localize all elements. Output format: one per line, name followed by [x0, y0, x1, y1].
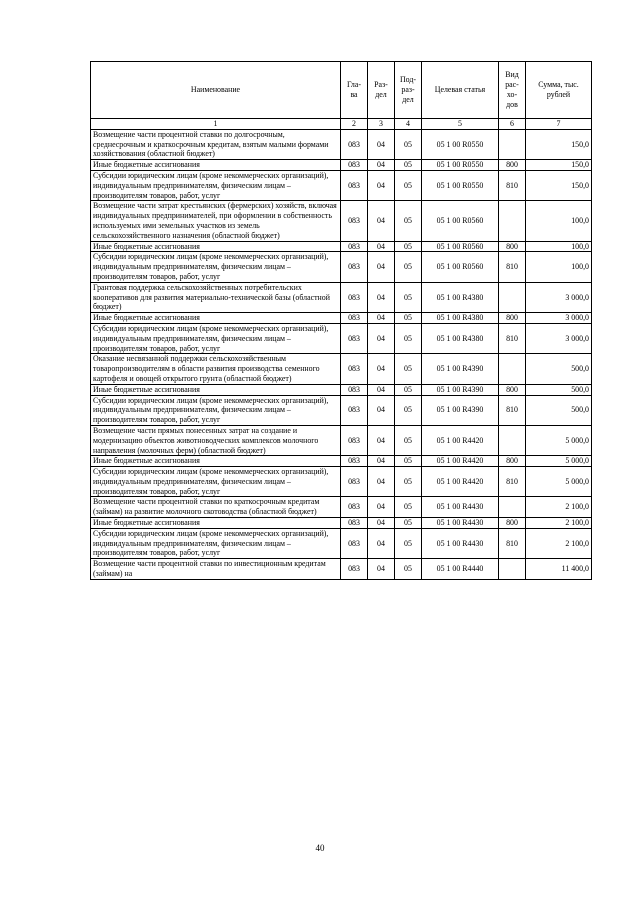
section-cell: 04 — [368, 425, 395, 455]
column-number: 6 — [499, 119, 526, 130]
subsection-cell: 05 — [395, 170, 422, 200]
chapter-cell: 083 — [341, 518, 368, 529]
subsection-cell: 05 — [395, 160, 422, 171]
table-row — [91, 354, 592, 384]
table-row — [91, 528, 592, 558]
sum-cell: 11 400,0 — [526, 559, 592, 580]
chapter-cell: 083 — [341, 497, 368, 518]
chapter-cell: 083 — [341, 160, 368, 171]
chapter-cell: 083 — [341, 252, 368, 282]
sum-cell: 5 000,0 — [526, 425, 592, 455]
table-body — [91, 129, 592, 579]
section-cell: 04 — [368, 384, 395, 395]
subsection-cell: 05 — [395, 425, 422, 455]
target-article-cell: 05 1 00 R4430 — [422, 528, 499, 558]
section-cell: 04 — [368, 313, 395, 324]
subsection-cell: 05 — [395, 518, 422, 529]
chapter-cell: 083 — [341, 354, 368, 384]
target-article-cell: 05 1 00 R4390 — [422, 354, 499, 384]
expense-type-cell — [499, 425, 526, 455]
expense-type-cell: 810 — [499, 395, 526, 425]
table-row — [91, 456, 592, 467]
table-row — [91, 518, 592, 529]
expense-type-cell — [499, 201, 526, 241]
expense-type-cell: 810 — [499, 323, 526, 353]
sum-cell: 100,0 — [526, 201, 592, 241]
row-name-cell: Возмещение части затрат крестьянских (фермерских) хозяйств, включая индивидуальных предпринимателей, при оформлении в собственность используемых ими земельных участков из земель сельскохозяйственного назначения (областной бюджет) — [91, 201, 341, 241]
subsection-cell: 05 — [395, 528, 422, 558]
row-name-cell: Субсидии юридическим лицам (кроме некоммерческих организаций), индивидуальным предпринимателям, физическим лицам – производителям товаров, работ, услуг — [91, 467, 341, 497]
chapter-cell: 083 — [341, 129, 368, 159]
section-cell: 04 — [368, 129, 395, 159]
expense-type-cell: 800 — [499, 518, 526, 529]
chapter-cell: 083 — [341, 170, 368, 200]
table-row — [91, 129, 592, 159]
section-cell: 04 — [368, 456, 395, 467]
header-sum: Сумма, тыс. рублей — [526, 62, 592, 119]
column-number: 4 — [395, 119, 422, 130]
target-article-cell: 05 1 00 R4390 — [422, 384, 499, 395]
header-name: Наименование — [91, 62, 341, 119]
table-row — [91, 559, 592, 580]
row-name-cell: Возмещение части прямых понесенных затрат на создание и модернизацию объектов животноводческих комплексов молочного направления (молочных ферм) (областной бюджет) — [91, 425, 341, 455]
chapter-cell: 083 — [341, 395, 368, 425]
section-cell: 04 — [368, 241, 395, 252]
section-cell: 04 — [368, 559, 395, 580]
sum-cell: 2 100,0 — [526, 518, 592, 529]
row-name-cell: Субсидии юридическим лицам (кроме некоммерческих организаций), индивидуальным предпринимателям, физическим лицам – производителям товаров, работ, услуг — [91, 395, 341, 425]
table-row — [91, 467, 592, 497]
subsection-cell: 05 — [395, 129, 422, 159]
table-row — [91, 425, 592, 455]
column-number: 3 — [368, 119, 395, 130]
sum-cell: 2 100,0 — [526, 528, 592, 558]
column-number-row — [91, 119, 592, 130]
target-article-cell: 05 1 00 R0560 — [422, 252, 499, 282]
row-name-cell: Возмещение части процентной ставки по долгосрочным, среднесрочным и краткосрочным кредитам, взятым малыми формами хозяйствования (областной бюджет) — [91, 129, 341, 159]
column-number: 1 — [91, 119, 341, 130]
subsection-cell: 05 — [395, 252, 422, 282]
page-number: 40 — [315, 843, 325, 853]
table-row — [91, 395, 592, 425]
target-article-cell: 05 1 00 R4380 — [422, 282, 499, 312]
table-row — [91, 497, 592, 518]
sum-cell: 3 000,0 — [526, 282, 592, 312]
row-name-cell: Иные бюджетные ассигнования — [91, 384, 341, 395]
expense-type-cell: 800 — [499, 313, 526, 324]
sum-cell: 500,0 — [526, 395, 592, 425]
expense-type-cell: 810 — [499, 252, 526, 282]
chapter-cell: 083 — [341, 384, 368, 395]
section-cell: 04 — [368, 497, 395, 518]
section-cell: 04 — [368, 252, 395, 282]
subsection-cell: 05 — [395, 559, 422, 580]
sum-cell: 500,0 — [526, 384, 592, 395]
target-article-cell: 05 1 00 R4430 — [422, 497, 499, 518]
section-cell: 04 — [368, 323, 395, 353]
target-article-cell: 05 1 00 R4380 — [422, 313, 499, 324]
target-article-cell: 05 1 00 R4430 — [422, 518, 499, 529]
subsection-cell: 05 — [395, 323, 422, 353]
section-cell: 04 — [368, 354, 395, 384]
row-name-cell: Субсидии юридическим лицам (кроме некоммерческих организаций), индивидуальным предпринимателям, физическим лицам – производителям товаров, работ, услуг — [91, 323, 341, 353]
expense-type-cell — [499, 559, 526, 580]
chapter-cell: 083 — [341, 323, 368, 353]
column-number: 7 — [526, 119, 592, 130]
expense-type-cell — [499, 129, 526, 159]
sum-cell: 3 000,0 — [526, 313, 592, 324]
row-name-cell: Оказание несвязанной поддержки сельскохозяйственным товаропроизводителям в области развития производства семенного картофеля и овощей открытого грунта (областной бюджет) — [91, 354, 341, 384]
chapter-cell: 083 — [341, 467, 368, 497]
table-row — [91, 252, 592, 282]
chapter-cell: 083 — [341, 241, 368, 252]
subsection-cell: 05 — [395, 201, 422, 241]
target-article-cell: 05 1 00 R0550 — [422, 170, 499, 200]
sum-cell: 150,0 — [526, 170, 592, 200]
subsection-cell: 05 — [395, 354, 422, 384]
section-cell: 04 — [368, 528, 395, 558]
target-article-cell: 05 1 00 R4420 — [422, 467, 499, 497]
header-target-article: Целевая статья — [422, 62, 499, 119]
sum-cell: 3 000,0 — [526, 323, 592, 353]
row-name-cell: Иные бюджетные ассигнования — [91, 456, 341, 467]
sum-cell: 150,0 — [526, 160, 592, 171]
expense-type-cell: 800 — [499, 384, 526, 395]
subsection-cell: 05 — [395, 395, 422, 425]
column-number: 2 — [341, 119, 368, 130]
target-article-cell: 05 1 00 R0550 — [422, 160, 499, 171]
table-row — [91, 313, 592, 324]
target-article-cell: 05 1 00 R0560 — [422, 201, 499, 241]
row-name-cell: Иные бюджетные ассигнования — [91, 241, 341, 252]
target-article-cell: 05 1 00 R0560 — [422, 241, 499, 252]
subsection-cell: 05 — [395, 313, 422, 324]
section-cell: 04 — [368, 201, 395, 241]
section-cell: 04 — [368, 282, 395, 312]
expense-type-cell: 800 — [499, 456, 526, 467]
row-name-cell: Грантовая поддержка сельскохозяйственных потребительских кооперативов для развития материально-технической базы (областной бюджет) — [91, 282, 341, 312]
chapter-cell: 083 — [341, 528, 368, 558]
row-name-cell: Иные бюджетные ассигнования — [91, 313, 341, 324]
subsection-cell: 05 — [395, 467, 422, 497]
table-row — [91, 384, 592, 395]
subsection-cell: 05 — [395, 241, 422, 252]
sum-cell: 500,0 — [526, 354, 592, 384]
target-article-cell: 05 1 00 R4420 — [422, 425, 499, 455]
target-article-cell: 05 1 00 R4440 — [422, 559, 499, 580]
sum-cell: 5 000,0 — [526, 456, 592, 467]
table-row — [91, 282, 592, 312]
subsection-cell: 05 — [395, 282, 422, 312]
sum-cell: 100,0 — [526, 252, 592, 282]
section-cell: 04 — [368, 518, 395, 529]
section-cell: 04 — [368, 395, 395, 425]
row-name-cell: Возмещение части процентной ставки по инвестиционным кредитам (займам) на — [91, 559, 341, 580]
chapter-cell: 083 — [341, 425, 368, 455]
row-name-cell: Иные бюджетные ассигнования — [91, 160, 341, 171]
sum-cell: 2 100,0 — [526, 497, 592, 518]
subsection-cell: 05 — [395, 456, 422, 467]
expense-type-cell: 810 — [499, 467, 526, 497]
section-cell: 04 — [368, 170, 395, 200]
table-row — [91, 170, 592, 200]
table-row — [91, 160, 592, 171]
row-name-cell: Субсидии юридическим лицам (кроме некоммерческих организаций), индивидуальным предпринимателям, физическим лицам – производителям товаров, работ, услуг — [91, 528, 341, 558]
sum-cell: 5 000,0 — [526, 467, 592, 497]
header-expense-type: Вид рас- хо- дов — [499, 62, 526, 119]
sum-cell: 150,0 — [526, 129, 592, 159]
chapter-cell: 083 — [341, 201, 368, 241]
expense-type-cell — [499, 497, 526, 518]
row-name-cell: Субсидии юридическим лицам (кроме некоммерческих организаций), индивидуальным предпринимателям, физическим лицам – производителям товаров, работ, услуг — [91, 170, 341, 200]
target-article-cell: 05 1 00 R0550 — [422, 129, 499, 159]
table-row — [91, 201, 592, 241]
expense-type-cell — [499, 282, 526, 312]
chapter-cell: 083 — [341, 282, 368, 312]
section-cell: 04 — [368, 467, 395, 497]
row-name-cell: Возмещение части процентной ставки по краткосрочным кредитам (займам) на развитие молочного скотоводства (областной бюджет) — [91, 497, 341, 518]
row-name-cell: Иные бюджетные ассигнования — [91, 518, 341, 529]
expense-type-cell — [499, 354, 526, 384]
expense-type-cell: 800 — [499, 160, 526, 171]
section-cell: 04 — [368, 160, 395, 171]
expense-type-cell: 800 — [499, 241, 526, 252]
budget-table — [90, 61, 592, 580]
subsection-cell: 05 — [395, 384, 422, 395]
chapter-cell: 083 — [341, 456, 368, 467]
subsection-cell: 05 — [395, 497, 422, 518]
header-glava: Гла- ва — [341, 62, 368, 119]
expense-type-cell: 810 — [499, 170, 526, 200]
table-row — [91, 323, 592, 353]
column-number: 5 — [422, 119, 499, 130]
row-name-cell: Субсидии юридическим лицам (кроме некоммерческих организаций), индивидуальным предпринимателям, физическим лицам – производителям товаров, работ, услуг — [91, 252, 341, 282]
target-article-cell: 05 1 00 R4420 — [422, 456, 499, 467]
expense-type-cell: 810 — [499, 528, 526, 558]
table-row — [91, 241, 592, 252]
chapter-cell: 083 — [341, 313, 368, 324]
header-row — [91, 62, 592, 119]
header-podrazdel: Под- раз- дел — [395, 62, 422, 119]
sum-cell: 100,0 — [526, 241, 592, 252]
chapter-cell: 083 — [341, 559, 368, 580]
target-article-cell: 05 1 00 R4390 — [422, 395, 499, 425]
header-razdel: Раз- дел — [368, 62, 395, 119]
target-article-cell: 05 1 00 R4380 — [422, 323, 499, 353]
